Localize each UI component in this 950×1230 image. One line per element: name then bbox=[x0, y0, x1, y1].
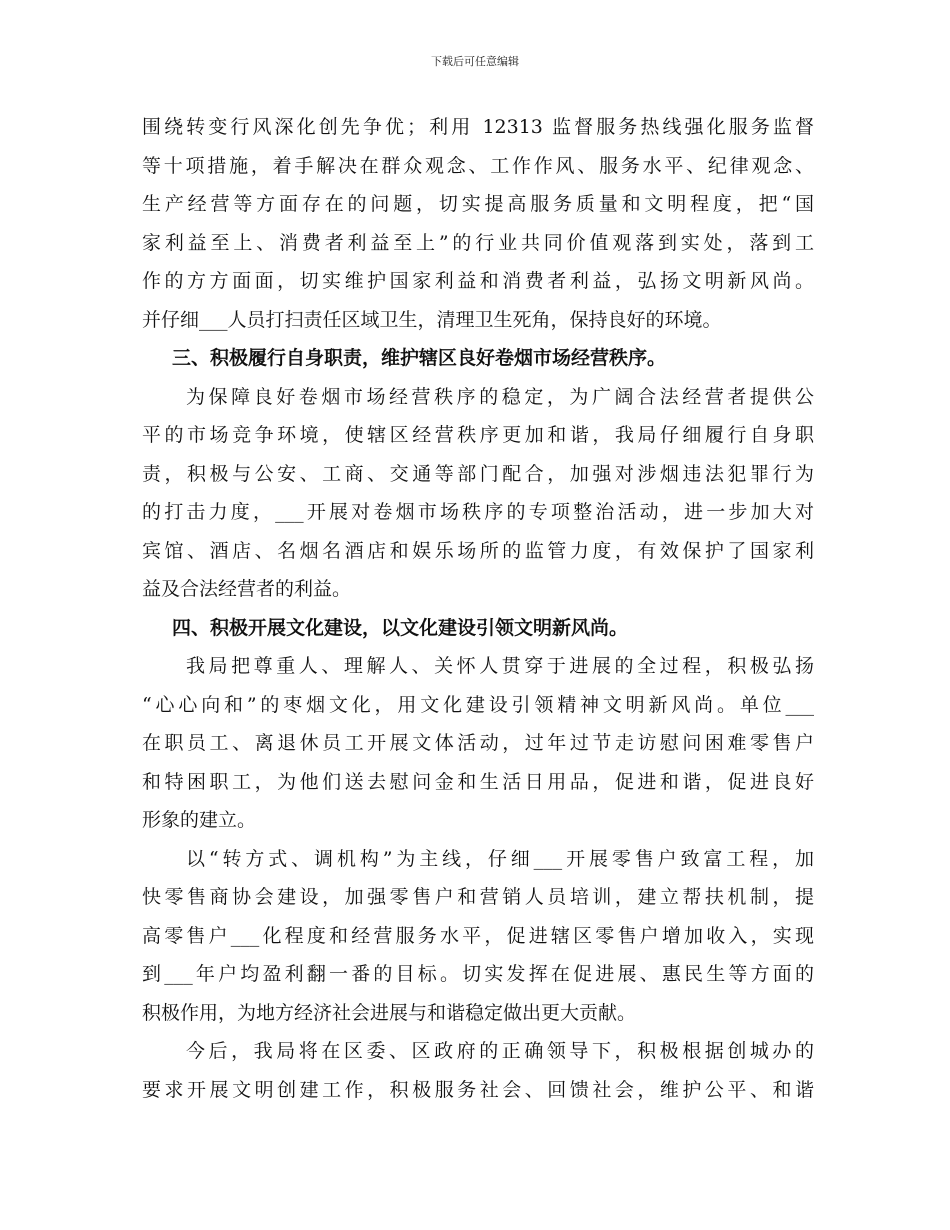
text-line: 到___年户均盈利翻一番的目标。切实发挥在促进展、惠民生等方面的 bbox=[142, 963, 814, 985]
text-line: 围绕转变行风深化创先争优；利用 12313 监督服务热线强化服务监督 bbox=[142, 116, 814, 138]
text-line: 和特困职工，为他们送去慰问金和生活日用品，促进和谐，促进良好 bbox=[142, 770, 814, 793]
text-line: 积极作用，为地方经济社会进展与和谐稳定做出更大贡献。 bbox=[142, 1001, 637, 1024]
text-line: 快零售商协会建设，加强零售户和营销人员培训，建立帮扶机制，提 bbox=[142, 886, 814, 908]
page-header: 下载后可任意编辑 bbox=[431, 55, 519, 68]
text-line: 高零售户___化程度和经营服务水平，促进辖区零售户增加收入，实现 bbox=[142, 924, 814, 947]
text-line: 并仔细___人员打扫责任区域卫生，清理卫生死角，保持良好的环境。 bbox=[142, 308, 722, 331]
text-line: 益及合法经营者的利益。 bbox=[142, 578, 352, 600]
text-line: 要求开展文明创建工作，积极服务社会、回馈社会，维护公平、和谐 bbox=[142, 1078, 814, 1101]
text-line: 责，积极与公安、工商、交通等部门配合，加强对涉烟违法犯罪行为 bbox=[142, 462, 814, 485]
paragraph-culture bbox=[142, 647, 814, 840]
text-line: “心心向和”的枣烟文化，用文化建设引领精神文明新风尚。单位___ bbox=[142, 693, 814, 716]
text-line: 生产经营等方面存在的问题，切实提高服务质量和文明程度，把“国 bbox=[142, 193, 814, 215]
paragraph-future bbox=[142, 1032, 814, 1109]
text-line: 以“转方式、调机构”为主线，仔细___开展零售户致富工程，加 bbox=[186, 847, 814, 870]
text-line: 为保障良好卷烟市场经营秩序的稳定，为广阔合法经营者提供公 bbox=[186, 385, 814, 408]
text-line: 作的方方面面，切实维护国家利益和消费者利益，弘扬文明新风尚。 bbox=[142, 270, 814, 292]
text-line: 等十项措施，着手解决在群众观念、工作作风、服务水平、纪律观念、 bbox=[142, 154, 814, 177]
text-line: 在职员工、离退休员工开展文体活动，过年过节走访慰问困难零售户 bbox=[142, 732, 814, 754]
document-body bbox=[142, 108, 814, 1109]
section-heading-3: 三、积极履行自身职责，维护辖区良好卷烟市场经营秩序。 bbox=[172, 347, 667, 369]
text-line: 的打击力度，___开展对卷烟市场秩序的专项整治活动，进一步加大对 bbox=[142, 501, 814, 523]
text-line: 平的市场竞争环境，使辖区经营秩序更加和谐，我局仔细履行自身职 bbox=[142, 424, 814, 446]
text-line: 我局把尊重人、理解人、关怀人贯穿于进展的全过程，积极弘扬 bbox=[186, 655, 814, 677]
text-line: 宾馆、酒店、名烟名酒店和娱乐场所的监管力度，有效保护了国家利 bbox=[142, 539, 814, 562]
paragraph-service-supervision bbox=[142, 108, 814, 339]
text-line: 今后，我局将在区委、区政府的正确领导下，积极根据创城办的 bbox=[186, 1040, 814, 1062]
text-line: 家利益至上、消费者利益至上”的行业共同价值观落到实处，落到工 bbox=[142, 231, 814, 254]
section-heading-4: 四、积极开展文化建设，以文化建设引领文明新风尚。 bbox=[172, 616, 629, 639]
paragraph-market-order bbox=[142, 378, 814, 609]
text-line: 形象的建立。 bbox=[142, 809, 257, 831]
paragraph-retailer-project bbox=[142, 840, 814, 1033]
